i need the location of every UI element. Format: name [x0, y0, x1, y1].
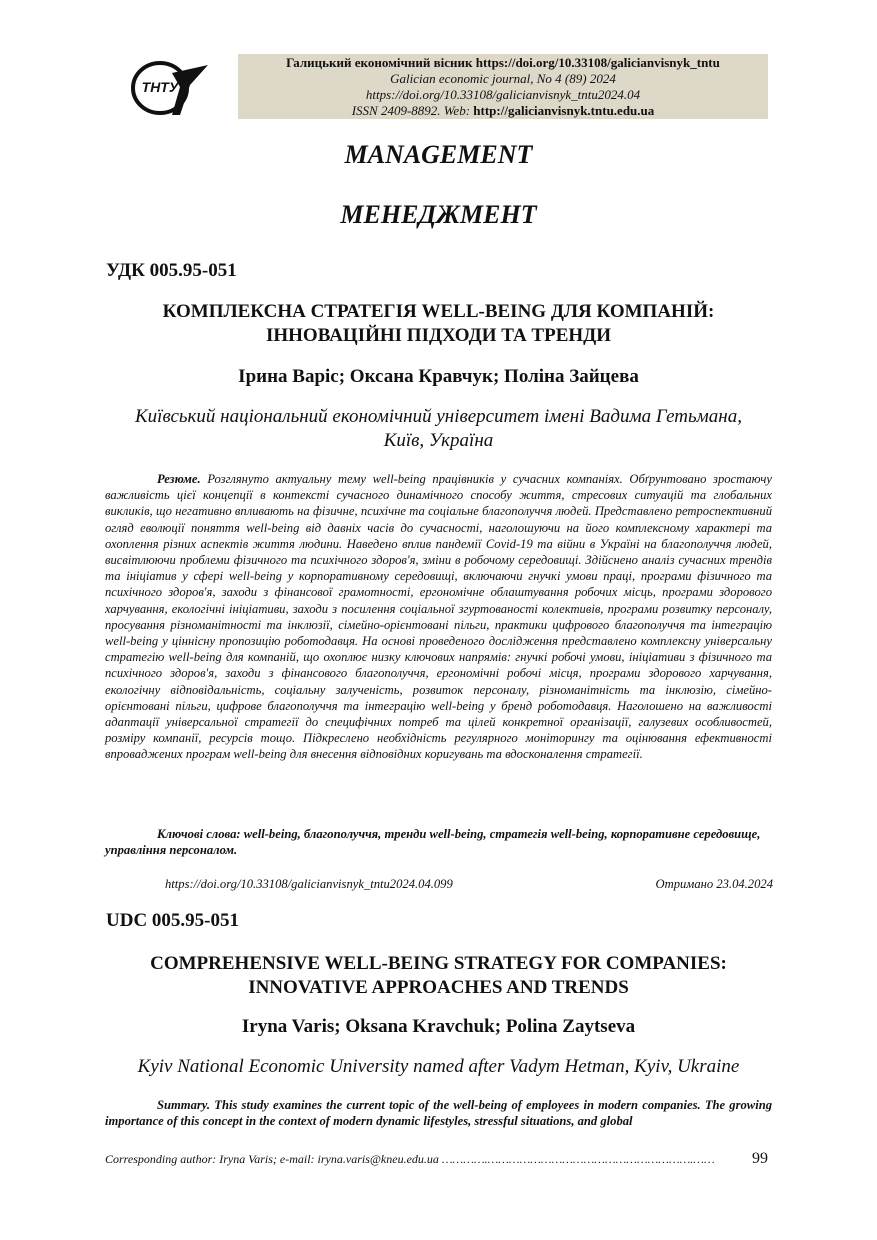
udc-ua: УДК 005.95-051: [106, 260, 237, 281]
affiliation-ua-line1: Київський національний економічний університет імені Вадима Гетьмана,: [135, 406, 742, 427]
website-link[interactable]: http://galicianvisnyk.tntu.edu.ua: [473, 103, 655, 118]
journal-title-en: Galician economic journal, No 4 (89) 2024: [390, 71, 616, 86]
authors-en: Iryna Varis; Oksana Kravchuk; Polina Zaytseva: [241, 1016, 636, 1037]
udc-en: UDC 005.95-051: [106, 910, 239, 931]
affiliation-en: Kyiv National Economic University named after Vadym Hetman, Kyiv, Ukraine: [137, 1056, 740, 1077]
journal-logo: [130, 55, 210, 120]
journal-header: [238, 54, 768, 119]
paper-title-ua-line2: ІННОВАЦІЙНІ ПІДХОДИ ТА ТРЕНДИ: [265, 325, 611, 346]
journal-title-ua: Галицький економічний вісник https://doi.org/10.33108/galicianvisnyk_tntu: [286, 55, 720, 70]
summary-en: [105, 1097, 772, 1129]
authors-ua: Ірина Варіс; Оксана Кравчук; Поліна Зайцева: [238, 366, 639, 387]
summary-label: Summary.: [157, 1098, 211, 1112]
paper-title-en-line1: COMPREHENSIVE WELL-BEING STRATEGY FOR COMPANIES:: [150, 953, 727, 974]
section-title-ua: МЕНЕДЖМЕНТ: [340, 200, 537, 229]
affiliation-ua-line2: Київ, Україна: [383, 430, 494, 451]
abstract-text: Розглянуто актуальну тему well-being працівників у сучасних компаніях. Обґрунтовано зростаючу важливість цієї концепції в контексті сучасного динамічного способу життя, стресових ситуацій та глобальних викликів, що негативно впливають на фізичне, психічне та соціальне благополуччя людей. Представлено ретроспективний огляд еволюції поняття well-being від давніх часів до сучасності, наголошуючи на його комплексному характері та охоплення різних аспектів життя людини. Наведено вплив пандемії Covid-19 та війни в Україні на благополуччя людей, висвітлюючи проблеми фізичного та психічного здоров'я, зміни в робочому середовищі. Здійснено аналіз сучасних трендів та ініціатив у сфері well-being у корпоративному середовищі, включаючи гнучкі умови праці, програми фізичного та психічного здоров'я, заходи з фінансової грамотності, ергономічне облаштування робочих місць, програми здорового харчування, екологічні ініціативи, заходи з посилення соціальної згуртованості колективів, програми розвитку персоналу, просування різноманітності та інклюзії, сімейно-орієнтовані пільги, практики цифрового благополуччя та інтеграцію well-being у ціннісну пропозицію роботодавця. На основі проведеного дослідження представлено комплексну універсальну стратегію well-being для компаній, що охоплює низку ключових напрямів: гнучкі робочі умови, ініціативи з фізичного та психічного здоров'я, заходи з фінансового благополуччя, ергономічні робочі місця, програми здорового харчування, екологічну відповідальність, соціальну залученість, розвиток персоналу, різноманітність та інклюзію, сімейно-орієнтовані пільги, цифрове благополуччя та інтеграцію well-being у бренд роботодавця. Наголошено на важливості адаптації універсальної стратегії до специфічних потреб та цілей конкретної організації, галузевих особливостей, розміру компанії, ресурсів тощо. Підкреслено необхідність регулярного моніторингу та оцінювання ефективності впроваджених програм well-being для внесення відповідних коригувань та вдосконалення стратегії.: [105, 472, 772, 762]
summary-text: This study examines the current topic of the well-being of employees in modern companies. The growing importance of this concept in the context of modern dynamic lifestyles, stressful situations, and global: [105, 1098, 772, 1129]
corresponding-author: Corresponding author: Iryna Varis; e-mail: iryna.varis@kneu.edu.ua ………….………………………………………………….……: [105, 1152, 715, 1166]
paper-title-en: [0, 952, 877, 1000]
abstract-ua: [105, 471, 772, 763]
keywords-ua: [105, 826, 772, 858]
keywords-text: well-being, благополуччя, тренди well-being, стратегія well-being, корпоративне середовище, управління персоналом.: [105, 827, 761, 858]
issn: ISSN 2409-8892. Web:: [351, 103, 471, 118]
affiliation-ua: [0, 405, 877, 453]
paper-title-ua-line1: КОМПЛЕКСНА СТРАТЕГІЯ WELL-BEING ДЛЯ КОМПАНІЙ:: [162, 301, 715, 322]
article-doi[interactable]: https://doi.org/10.33108/galicianvisnyk_tntu2024.04.099: [165, 877, 453, 891]
paper-title-ua: [0, 300, 877, 348]
issue-doi: https://doi.org/10.33108/galicianvisnyk_tntu2024.04: [365, 87, 641, 102]
keywords-label: Ключові слова:: [157, 827, 241, 841]
section-title-en: MANAGEMENT: [344, 140, 533, 169]
paper-title-en-line2: INNOVATIVE APPROACHES AND TRENDS: [248, 977, 629, 998]
abstract-label: Резюме.: [157, 472, 201, 486]
received-date: Отримано 23.04.2024: [655, 877, 773, 891]
logo-text: ТНТУ: [141, 79, 179, 95]
page-number: 99: [752, 1150, 768, 1167]
